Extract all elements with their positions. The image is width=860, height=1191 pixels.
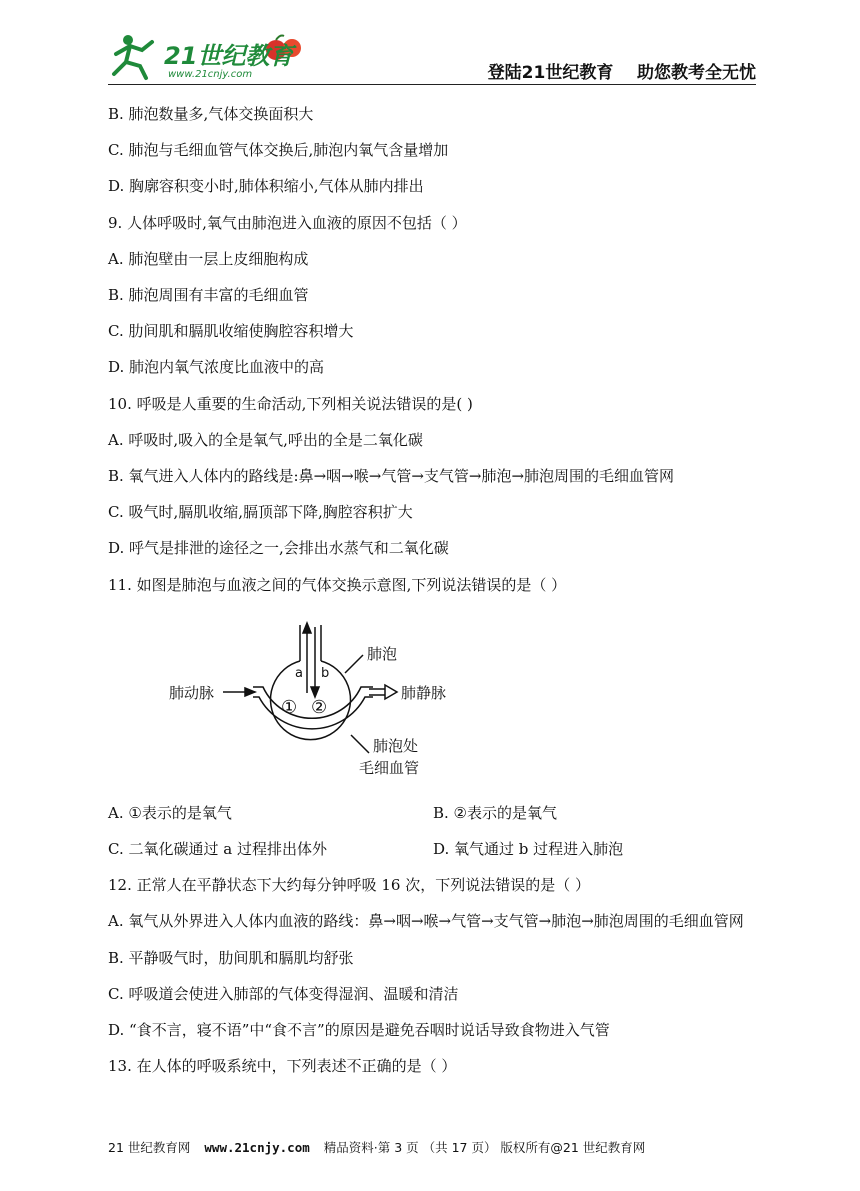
label-alveolus: 肺泡 <box>367 644 398 663</box>
label-vein: 肺静脉 <box>401 683 447 702</box>
text-line: A. 氧气从外界进入人体内血液的路线：鼻→咽→喉→气管→支气管→肺泡→肺泡周围的毛细血管网 <box>108 912 744 931</box>
label-capillary-1: 肺泡处 <box>373 736 419 755</box>
text-line: D. 胸廓容积变小时,肺体积缩小,气体从肺内排出 <box>108 177 424 196</box>
label-capillary-2: 毛细血管 <box>359 758 420 777</box>
text-line: C. 肋间肌和膈肌收缩使胸腔容积增大 <box>108 322 354 341</box>
footer-right: 精品资料·第 3 页 （共 17 页） 版权所有@21 世纪教育网 <box>323 1140 646 1155</box>
text-line: D. 呼气是排泄的途径之一,会排出水蒸气和二氧化碳 <box>108 539 449 558</box>
label-2: ② <box>311 696 328 718</box>
footer-left: 21 世纪教育网 <box>108 1140 191 1155</box>
text-line: A. 肺泡壁由一层上皮细胞构成 <box>108 249 309 268</box>
logo-text: 21世纪教育 <box>164 42 294 70</box>
label-artery: 肺动脉 <box>169 683 215 702</box>
logo-url: www.21cnjy.com <box>168 69 253 80</box>
label-b: b <box>321 665 330 681</box>
page-footer <box>108 1138 758 1156</box>
question-9: 9. 人体呼吸时,氧气由肺泡进入血液的原因不包括（ ） <box>108 213 467 232</box>
page-header <box>108 30 756 86</box>
text-line: B. 肺泡数量多,气体交换面积大 <box>108 105 314 123</box>
question-10: 10. 呼吸是人重要的生命活动,下列相关说法错误的是( ) <box>108 394 473 413</box>
footer-site: www.21cnjy.com <box>204 1140 310 1155</box>
text-line: D. “食不言，寝不语”中“食不言”的原因是避免吞咽时说话导致食物进入气管 <box>108 1021 610 1040</box>
question-13: 13. 在人体的呼吸系统中，下列表述不正确的是（ ） <box>108 1057 457 1076</box>
option: D. 氧气通过 b 过程进入肺泡 <box>433 840 624 859</box>
alveolus-diagram <box>108 603 758 795</box>
page-content <box>108 96 758 1084</box>
text-line: B. 氧气进入人体内的路线是:鼻→咽→喉→气管→支气管→肺泡→肺泡周围的毛细血管网 <box>108 467 675 486</box>
header-slogan: 登陆21世纪教育 助您教考全无忧 <box>487 63 756 83</box>
q11-options-row <box>108 831 758 867</box>
q11-options-row <box>108 795 758 831</box>
option: B. ②表示的是氧气 <box>433 803 558 822</box>
label-1: ① <box>281 696 298 718</box>
text-line: D. 肺泡内氧气浓度比血液中的高 <box>108 358 325 377</box>
text-line: B. 肺泡周围有丰富的毛细血管 <box>108 286 309 305</box>
text-line: A. 呼吸时,吸入的全是氧气,呼出的全是二氧化碳 <box>108 430 423 449</box>
site-logo <box>108 30 318 82</box>
option: C. 二氧化碳通过 a 过程排出体外 <box>108 840 327 859</box>
text-line: C. 吸气时,膈肌收缩,膈顶部下降,胸腔容积扩大 <box>108 503 413 522</box>
text-line: C. 呼吸道会使进入肺部的气体变得湿润、温暖和清洁 <box>108 984 459 1003</box>
question-11: 11. 如图是肺泡与血液之间的气体交换示意图,下列说法错误的是（ ） <box>108 575 567 594</box>
question-12: 12. 正常人在平静状态下大约每分钟呼吸 16 次，下列说法错误的是（ ） <box>108 876 591 895</box>
text-line: B. 平静吸气时，肋间肌和膈肌均舒张 <box>108 948 354 967</box>
label-a: a <box>295 665 303 681</box>
text-line: C. 肺泡与毛细血管气体交换后,肺泡内氧气含量增加 <box>108 141 449 160</box>
header-divider <box>108 84 756 85</box>
option: A. ①表示的是氧气 <box>108 803 232 822</box>
